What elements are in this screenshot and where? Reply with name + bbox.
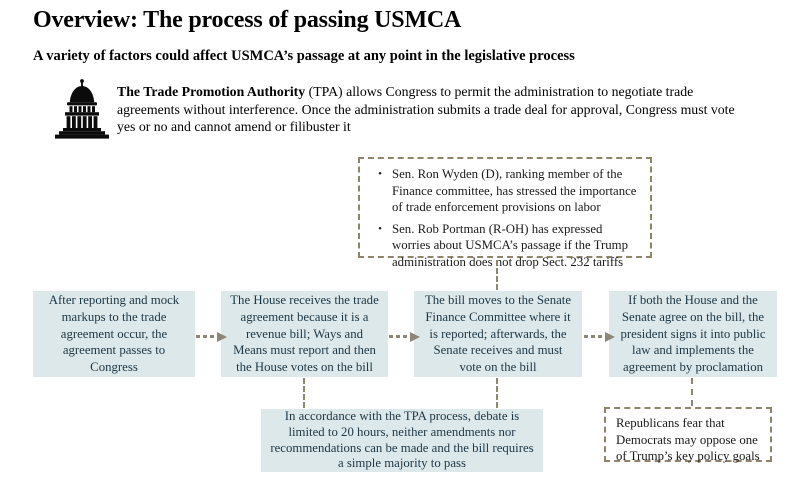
- process-step-3-text: The bill moves to the Senate Finance Committee where it is reported; afterwards, the Senate receives and must vote on the bill: [424, 293, 572, 375]
- process-step-4: [609, 291, 777, 377]
- bullet-icon: •: [378, 222, 382, 235]
- page-subtitle: A variety of factors could affect USMCA’s passage at any point in the legislative process: [33, 48, 575, 64]
- connector-callout-to-step3: [496, 260, 498, 290]
- tpa-description: [117, 83, 745, 136]
- arrow-right-icon: [196, 331, 227, 342]
- process-step-4-text: If both the House and the Senate agree on the bill, the president signs it into public law and implements the agreement by proclamation: [620, 293, 766, 375]
- republican-risk-text: Republicans fear that Democrats may oppose one of Trump’s key policy goals: [616, 416, 760, 463]
- arrow-right-icon: [389, 331, 420, 342]
- connector-step2-to-note: [303, 378, 305, 408]
- connector-step3-to-note: [496, 378, 498, 408]
- arrow-right-icon: [584, 331, 615, 342]
- tpa-description-body: (TPA) allows Congress to permit the administration to negotiate trade agreements without interference. Once the administration submits a trade deal for approval, Congress must vote yes or no and cannot amend or filibuster it: [117, 84, 735, 134]
- process-step-2-text: The House receives the trade agreement because it is a revenue bill; Ways and Means must report and then the House votes on the bill: [230, 293, 379, 375]
- tpa-process-note-text: In accordance with the TPA process, debate is limited to 20 hours, neither amendments nor recommendations can be made and the bill requires a simple majority to pass: [270, 408, 534, 471]
- list-item: [368, 221, 640, 271]
- page-title: Overview: The process of passing USMCA: [33, 7, 462, 33]
- process-step-1-text: After reporting and mock markups to the trade agreement occur, the agreement passes to Congress: [48, 293, 180, 375]
- republican-risk-callout: [604, 407, 772, 462]
- capitol-building-icon: [50, 76, 114, 142]
- tpa-description-lead: The Trade Promotion Authority: [117, 84, 306, 99]
- senator-concerns-callout: [358, 157, 652, 269]
- process-step-2: [221, 291, 388, 377]
- process-step-1: [33, 291, 195, 377]
- bullet-icon: •: [378, 168, 382, 180]
- list-item: [368, 166, 640, 216]
- process-step-3: [414, 291, 582, 377]
- senator-concerns-list: [368, 166, 640, 270]
- senator-concern-portman: Sen. Rob Portman (R-OH) has expressed worries about USMCA’s passage if the Trump administration does not drop Sect. 232 tariffs: [392, 221, 629, 269]
- connector-step4-to-risk: [691, 378, 693, 406]
- senator-concern-wyden: Sen. Ron Wyden (D), ranking member of the Finance committee, has stressed the importance of trade enforcement provisions on labor: [392, 167, 637, 214]
- tpa-process-note: [261, 409, 543, 472]
